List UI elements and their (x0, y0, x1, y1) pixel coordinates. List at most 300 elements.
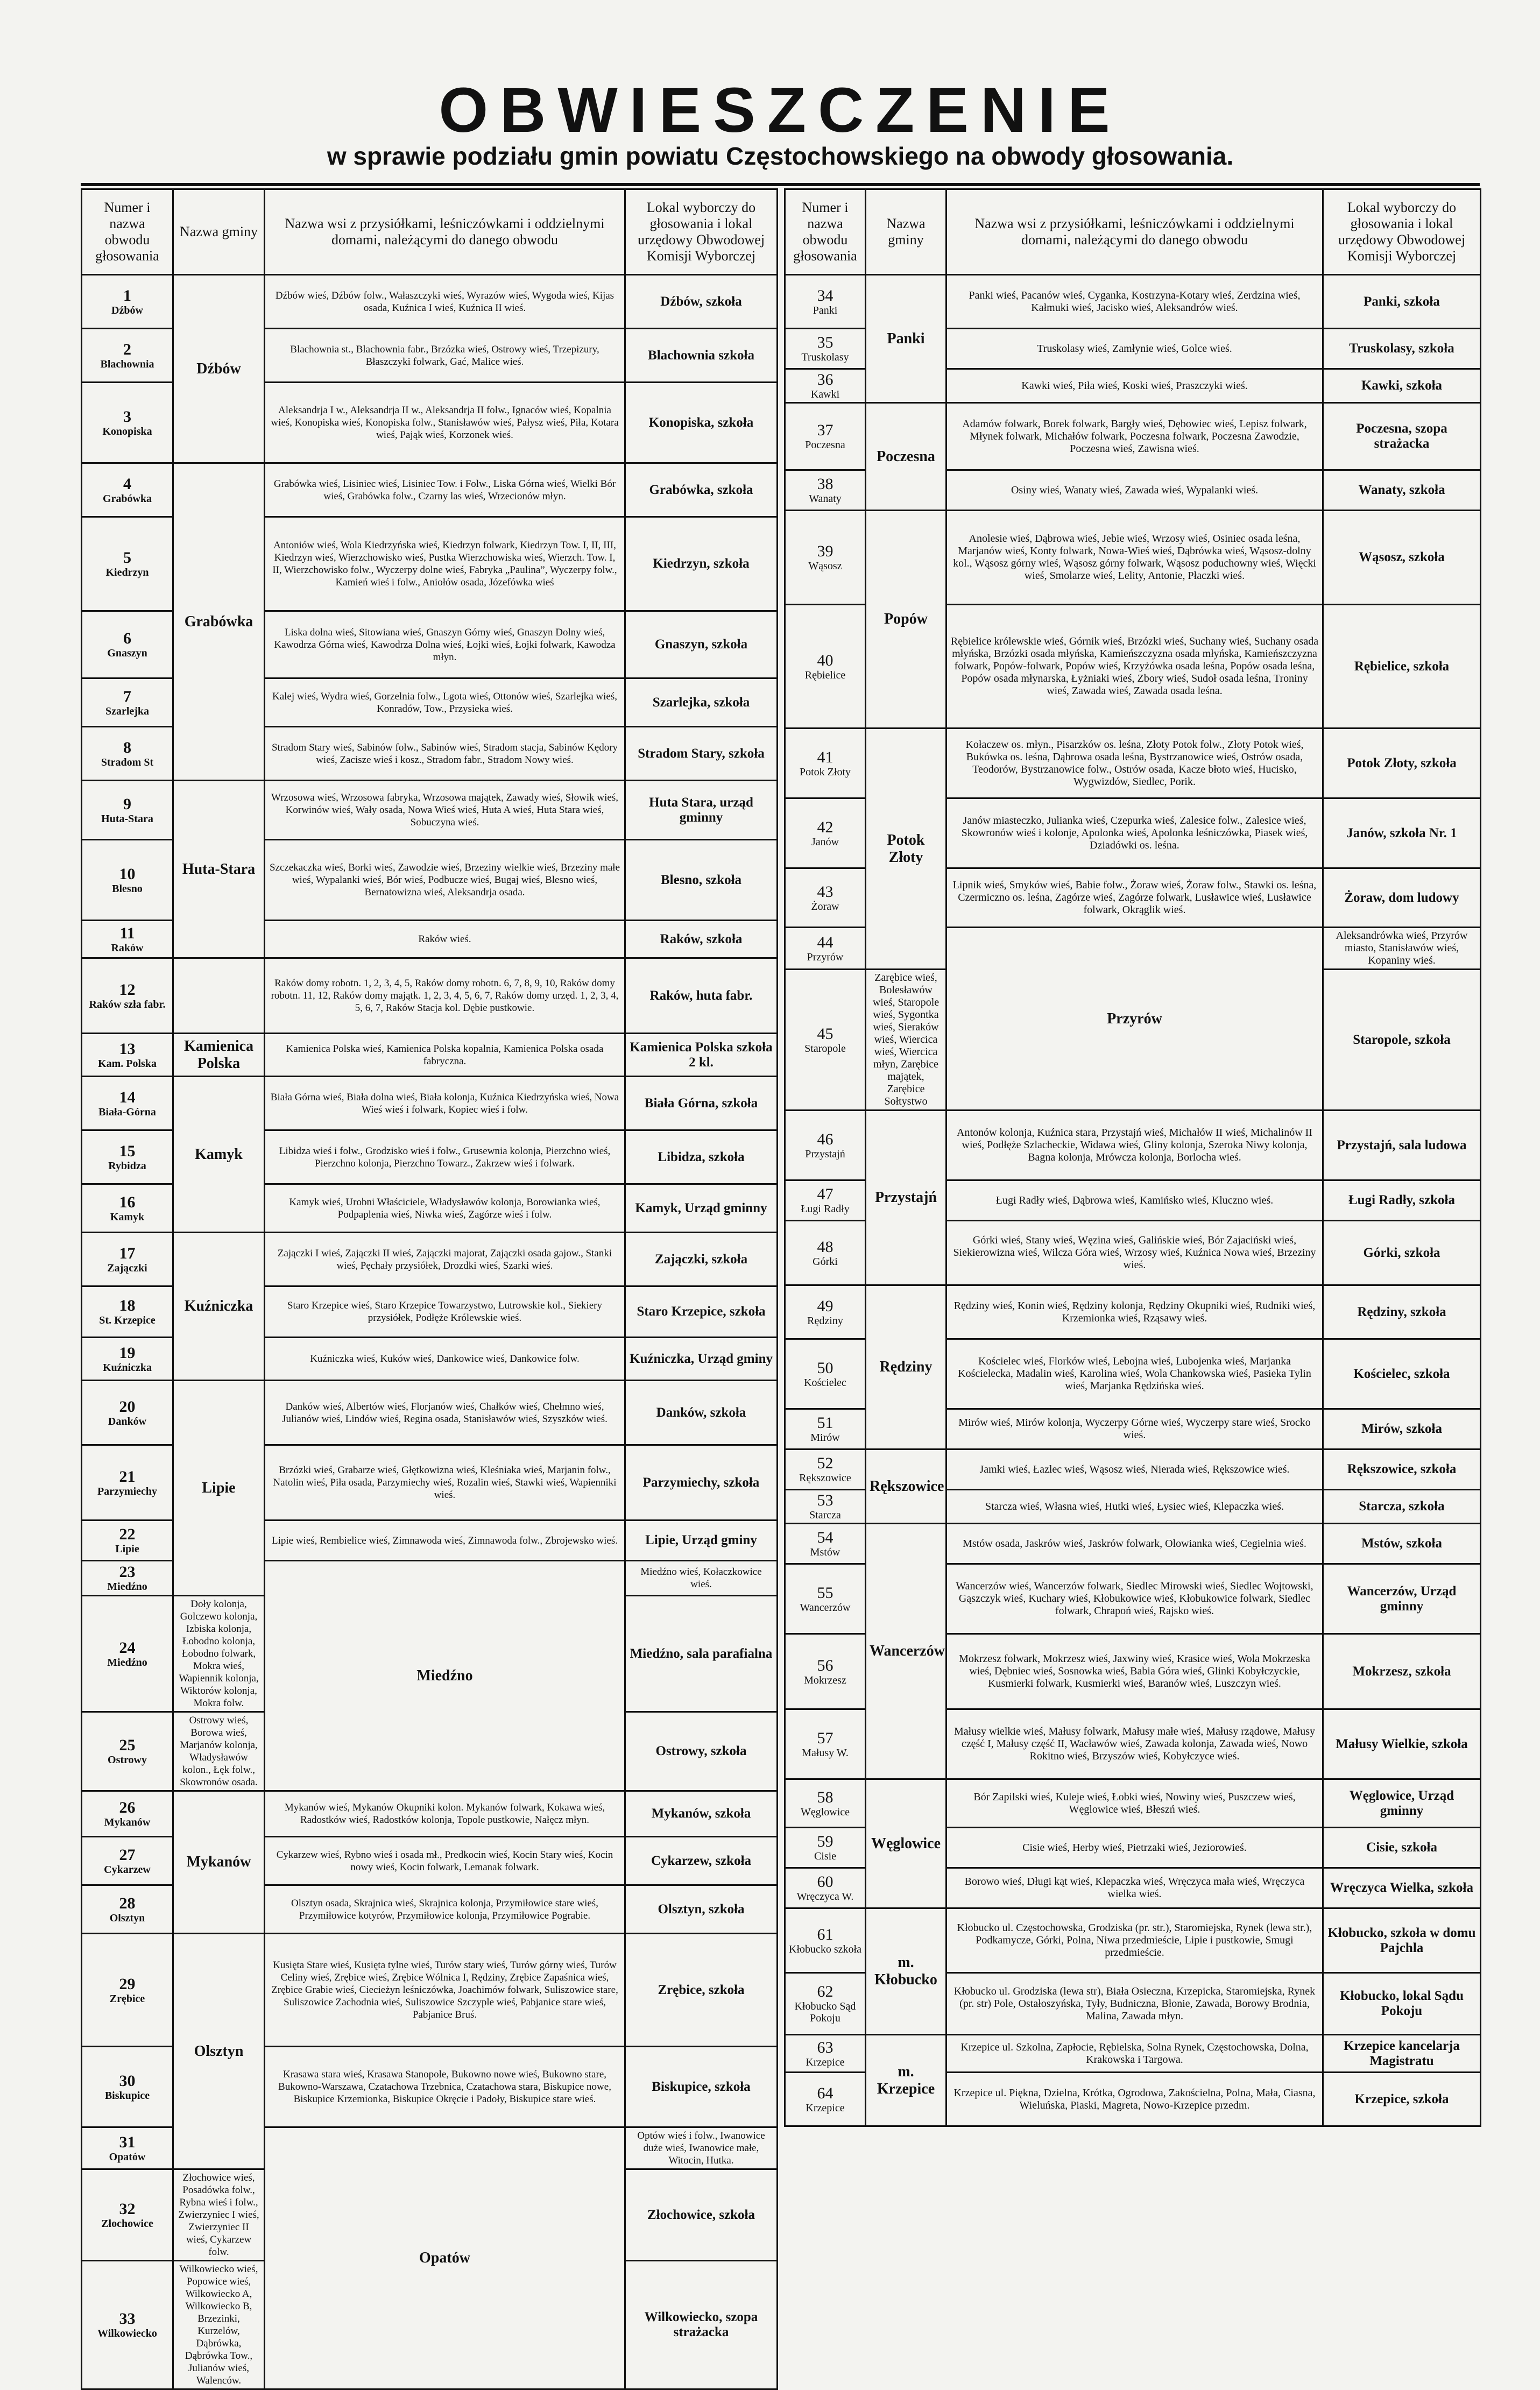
district-cell (82, 727, 173, 781)
table-row (82, 1034, 778, 1077)
district-name: Potok Złoty (799, 766, 851, 778)
district-cell (785, 470, 866, 511)
gmina-cell: Panki (866, 275, 946, 403)
polling-place-cell: Cykarzew, szkoła (625, 1837, 778, 1885)
district-name: Stradom St (101, 756, 154, 768)
villages-cell: Cykarzew wieś, Rybno wieś i osada mł., Predkocin wieś, Kocin Stary wieś, Kocin nowy wieś, Kocin folwark, Lemanak folwark. (265, 1837, 625, 1885)
polling-place-cell: Huta Stara, urząd gminny (625, 781, 778, 840)
district-cell (785, 970, 866, 1111)
villages-cell: Złochowice wieś, Posadówka folw., Rybna wieś i folw., Zwierzyniec I wieś, Zwierzyniec II wieś, Cykarzew folw. (173, 2169, 265, 2261)
district-cell (82, 1338, 173, 1381)
left-column (81, 188, 776, 2386)
district-name: Gnaszyn (107, 647, 147, 659)
gmina-cell: Wancerzów (866, 1524, 946, 1779)
gmina-cell: m. Kłobucko (866, 1908, 946, 2035)
header-villages: Nazwa wsi z przysiółkami, leśniczówkami i oddzielnymi domami, należącymi do danego obwodu (265, 189, 625, 275)
gmina-cell: Opatów (265, 2127, 625, 2389)
district-number: 40 (817, 651, 833, 669)
polling-place-cell: Wanaty, szkoła (1323, 470, 1481, 511)
gmina-cell: Rędziny (866, 1285, 946, 1449)
villages-cell: Blachownia st., Blachownia fabr., Brzózka wieś, Ostrowy wieś, Trzepizury, Błaszczyki folwark, Gać, Malice wieś. (265, 329, 625, 383)
table-row (785, 1779, 1481, 1828)
district-number: 7 (123, 687, 131, 705)
district-number: 10 (119, 865, 136, 883)
district-number: 47 (817, 1185, 833, 1203)
gmina-cell: Dźbów (173, 275, 265, 463)
table-row (785, 275, 1481, 329)
villages-cell: Raków wieś. (265, 921, 625, 958)
polling-place-cell: Ostrowy, szkoła (625, 1712, 778, 1791)
villages-cell: Kościelec wieś, Florków wieś, Lebojna wieś, Lubojenka wieś, Marjanka Kościelecka, Madalin wieś, Karolina wieś, Wola Chankowska wieś, Pasieka Tylin wieś, Marjanka Rędzińska wieś. (946, 1339, 1323, 1409)
district-name: Wanaty (809, 493, 842, 505)
district-number: 32 (119, 2200, 136, 2218)
villages-cell: Ostrowy wieś, Borowa wieś, Marjanów kolonja, Władysławów kolon., Łęk folw., Skowronów osada. (173, 1712, 265, 1791)
district-number: 43 (817, 882, 833, 901)
district-number: 20 (119, 1397, 136, 1416)
villages-cell: Biała Górna wieś, Biała dolna wieś, Biała kolonja, Kuźnica Kiedrzyńska wieś, Nowa Wieś wieś i folwark, Kopiec wieś i folw. (265, 1077, 625, 1130)
district-number: 45 (817, 1024, 833, 1043)
district-name: Ostrowy (108, 1754, 147, 1766)
district-cell (82, 1381, 173, 1445)
right-header-row (785, 189, 1481, 275)
district-number: 6 (123, 630, 131, 647)
polling-place-cell: Biała Górna, szkoła (625, 1077, 778, 1130)
district-number: 58 (817, 1788, 833, 1806)
table-row (785, 1908, 1481, 1973)
district-name: Cykarzew (104, 1863, 151, 1876)
district-cell (82, 921, 173, 958)
district-cell (82, 463, 173, 517)
district-cell (82, 611, 173, 678)
gmina-cell: Przyrów (946, 928, 1323, 1111)
district-number: 33 (119, 2310, 136, 2328)
district-cell (785, 1868, 866, 1908)
district-number: 64 (817, 2084, 833, 2102)
villages-cell: Kalej wieś, Wydra wieś, Gorzelnia folw., Lgota wieś, Ottonów wieś, Szarlejka wieś, Konradów, Tow., Przysieka wieś. (265, 678, 625, 727)
district-name: Szarlejka (105, 705, 150, 717)
district-name: Wilkowiecko (97, 2328, 157, 2339)
district-cell (82, 1184, 173, 1233)
polling-place-cell: Raków, huta fabr. (625, 958, 778, 1034)
table-row (785, 2035, 1481, 2073)
table-row (785, 729, 1481, 798)
district-name: Biała-Górna (98, 1106, 156, 1118)
district-name: Węglowice (800, 1806, 850, 1818)
district-cell (82, 2047, 173, 2127)
district-name: Kościelec (804, 1376, 846, 1389)
district-number: 31 (119, 2133, 136, 2151)
villages-cell: Aleksandrówka wieś, Przyrów miasto, Stanisławów wieś, Kopaniny wieś. (1323, 928, 1481, 970)
district-number: 24 (119, 1638, 136, 1657)
villages-cell: Stradom Stary wieś, Sabinów folw., Sabinów wieś, Stradom stacja, Sabinów Kędory wieś, Zacisze wieś i kosz., Stradom fabr., Stradom Nowy wieś. (265, 727, 625, 781)
villages-cell: Krzepice ul. Szkolna, Zapłocie, Rębielska, Solna Rynek, Częstochowska, Dolna, Krakowska i Targowa. (946, 2035, 1323, 2073)
district-cell (82, 1286, 173, 1338)
polling-place-cell: Miedźno, sala parafialna (625, 1596, 778, 1712)
district-name: Krzepice (806, 2056, 845, 2068)
district-cell (82, 1712, 173, 1791)
villages-cell: Kusięta Stare wieś, Kusięta tylne wieś, Turów stary wieś, Turów górny wieś, Turów Celiny wieś, Zrębice wieś, Zrębice Wólnica I, Rędziny, Zrębice Zapaśnica wieś, Zrębice Grabie wieś, Ciecieżyn leśniczówka, Joachimów folwark, Suliszowice stare, Suliszowice Zachodnia wieś, Suliszowice Szczyple wieś, Pabjanice stare wieś, Pabjanice Bruś. (265, 1934, 625, 2047)
header-gmina: Nazwa gminy (173, 189, 265, 275)
villages-cell: Kawki wieś, Piła wieś, Koski wieś, Praszczyki wieś. (946, 369, 1323, 403)
villages-cell: Kołaczew os. młyn., Pisarzków os. leśna, Złoty Potok folw., Złoty Potok wieś, Bukówka os. leśna, Dąbrowa osada leśna, Bystrzanowice wieś, Ostrów osada, Teodorów, Bystrzanowice folw., Ostrów osada, Kacze błoto wieś, Hucisko, Wygwizdów, Siedlec, Porik. (946, 729, 1323, 798)
district-name: Lipie (115, 1543, 139, 1555)
polling-place-cell: Wąsosz, szkoła (1323, 511, 1481, 605)
district-cell (82, 1561, 173, 1596)
villages-cell: Mykanów wieś, Mykanów Okupniki kolon. Mykanów folwark, Kokawa wieś, Radostków wieś, Radostków kolonja, Topole pustkowie, Nałęcz młyn. (265, 1791, 625, 1837)
district-number: 54 (817, 1529, 833, 1546)
villages-cell: Grabówka wieś, Lisiniec wieś, Lisiniec Tow. i Folw., Liska Górna wieś, Wielki Bór wieś, Grabówka folw., Czarny las wieś, Wrzecionów młyn. (265, 463, 625, 517)
polling-place-cell: Kłobucko, szkoła w domu Pajchla (1323, 1908, 1481, 1973)
district-name: Zrębice (109, 1992, 145, 2005)
district-number: 36 (817, 371, 833, 388)
gmina-cell: Potok Złoty (866, 729, 946, 970)
polling-place-cell: Potok Złoty, szkoła (1323, 729, 1481, 798)
district-name: Przyrów (807, 951, 844, 963)
district-name: Danków (108, 1415, 147, 1427)
polling-place-cell: Przystajń, sala ludowa (1323, 1111, 1481, 1180)
table-row (785, 1449, 1481, 1490)
page-subtitle: w sprawie podziału gmin powiatu Częstochowskiego na obwody głosowania. (327, 142, 1234, 170)
district-number: 51 (817, 1414, 833, 1432)
villages-cell: Janów miasteczko, Julianka wieś, Czepurka wieś, Zalesice folw., Zalesice wieś, Skowronów wieś i kolonje, Apolonka wieś, Apolonka leśniczówka, Piasek wieś, Dziadówki os. leśna. (946, 798, 1323, 868)
district-number: 39 (817, 542, 833, 560)
polling-place-cell: Kamyk, Urząd gminny (625, 1184, 778, 1233)
tables-container (81, 188, 1480, 2386)
polling-place-cell: Kłobucko, lokal Sądu Pokoju (1323, 1973, 1481, 2035)
district-name: Kiedrzyn (105, 567, 149, 578)
polling-place-cell: Zrębice, szkoła (625, 1934, 778, 2047)
district-number: 63 (817, 2038, 833, 2056)
villages-cell: Raków domy robotn. 1, 2, 3, 4, 5, Raków domy robotn. 6, 7, 8, 9, 10, Raków domy robotn. 11, 12, Raków domy majątk. 1, 2, 3, 4, 5, 6, 7, Raków domy urzęd. 1, 2, 3, 4, 5, 6, 7, Raków Stacja kol. Dębie pustkowie. (265, 958, 625, 1034)
polling-place-cell: Grabówka, szkoła (625, 463, 778, 517)
district-name: Kam. Polska (98, 1057, 157, 1070)
district-name: Zajączki (107, 1262, 147, 1274)
district-name: St. Krzepice (99, 1314, 156, 1326)
header-lokal: Lokal wyborczy do głosowania i lokal urzędowy Obwodowej Komisji Wyborczej (1323, 189, 1481, 275)
villages-cell: Zarębice wieś, Bolesławów wieś, Staropole wieś, Sygontka wieś, Sieraków wieś, Wiercica wieś, Wiercica młyn, Zarębice majątek, Zarębice Sołtystwo (866, 970, 946, 1111)
polling-place-cell: Krzepice, szkoła (1323, 2073, 1481, 2126)
district-name: Grabówka (102, 492, 152, 505)
left-header-row (82, 189, 778, 275)
district-cell (82, 1130, 173, 1184)
district-number: 52 (817, 1454, 833, 1472)
polling-place-cell: Wilkowiecko, szopa strażacka (625, 2261, 778, 2389)
villages-cell: Adamów folwark, Borek folwark, Bargły wieś, Dębowiec wieś, Lepisz folwark, Młynek folwark, Michałów folwark, Poczesna folwark, Poczesna Zawodzie, Poczesna wieś, Zawisna wieś. (946, 403, 1323, 470)
district-name: Wancerzów (800, 1601, 851, 1614)
district-cell (82, 1837, 173, 1885)
district-name: Dźbów (111, 304, 143, 316)
villages-cell: Aleksandrja I w., Aleksandrja II w., Aleksandrja II folw., Ignaców wieś, Kopalnia wieś, Konopiska wieś, Konopiska folw., Stanisławów wieś, Pałysz wieś, Piła, Kotara wieś, Pająk wieś, Korzonek wieś. (265, 383, 625, 463)
district-number: 2 (123, 340, 131, 358)
district-number: 41 (817, 748, 833, 766)
villages-cell: Kamienica Polska wieś, Kamienica Polska kopalnia, Kamienica Polska osada fabryczna. (265, 1034, 625, 1077)
gmina-cell: Mykanów (173, 1791, 265, 1934)
district-cell (785, 403, 866, 470)
villages-cell: Kłobucko ul. Grodziska (lewa str), Biała Osieczna, Krzepicka, Staromiejska, Rynek (pr. str) Pole, Ostałoszyńska, Tyły, Budniczna, Błonie, Zawada, Borowy Brodnia, Malina, Zawada młyn. (946, 1973, 1323, 2035)
district-cell (82, 958, 173, 1034)
district-cell (785, 1111, 866, 1180)
villages-cell: Brzózki wieś, Grabarze wieś, Głętkowizna wieś, Kleśniaka wieś, Marjanin folw., Natolin wieś, Piła osada, Parzymiechy wieś, Rozalin wieś, Stawki wieś, Wapienniki wieś. (265, 1445, 625, 1521)
district-cell (785, 1709, 866, 1779)
district-cell (82, 517, 173, 611)
district-number: 34 (817, 286, 833, 305)
table-row (82, 1934, 778, 2047)
villages-cell: Krasawa stara wieś, Krasawa Stanopole, Bukowno nowe wieś, Bukowno stare, Bukowno-Warszawa, Czatachowa Trzebnica, Czatachowa stara, Biskupice nowe, Biskupice Krzemionka, Biskupice Okręcie i Padoły, Biskupice stare wieś. (265, 2047, 625, 2127)
polling-place-cell: Mstów, szkoła (1323, 1524, 1481, 1564)
gmina-cell: Kamienica Polska (173, 1034, 265, 1077)
polling-place-cell: Blesno, szkoła (625, 840, 778, 921)
polling-place-cell: Lipie, Urząd gminy (625, 1521, 778, 1561)
gmina-cell: Kamyk (173, 1077, 265, 1233)
district-cell (785, 1180, 866, 1221)
district-name: Huta-Stara (101, 812, 153, 825)
district-number: 1 (123, 286, 131, 305)
polling-place-cell: Kuźniczka, Urząd gminy (625, 1338, 778, 1381)
district-name: Starcza (809, 1509, 841, 1521)
district-name: Górki (813, 1255, 838, 1268)
villages-cell: Kuźniczka wieś, Kuków wieś, Dankowice wieś, Dankowice folw. (265, 1338, 625, 1381)
villages-cell: Borowo wieś, Długi kąt wieś, Klepaczka wieś, Wręczyca mała wieś, Wręczyca wielka wieś. (946, 1868, 1323, 1908)
polling-place-cell: Poczesna, szopa strażacka (1323, 403, 1481, 470)
district-number: 13 (119, 1040, 136, 1058)
district-number: 3 (123, 407, 131, 426)
district-name: Mykanów (104, 1816, 151, 1828)
gmina-cell: Lipie (173, 1381, 265, 1596)
gmina-cell: Huta-Stara (173, 781, 265, 958)
polling-place-cell: Parzymiechy, szkoła (625, 1445, 778, 1521)
polling-place-cell: Wręczyca Wielka, szkoła (1323, 1868, 1481, 1908)
district-name: Truskolasy (801, 351, 849, 363)
header-lokal: Lokal wyborczy do głosowania i lokal urzędowy Obwodowej Komisji Wyborczej (625, 189, 778, 275)
polling-place-cell: Dźbów, szkoła (625, 275, 778, 329)
district-cell (785, 369, 866, 403)
district-number: 22 (119, 1525, 136, 1543)
district-cell (785, 1634, 866, 1709)
table-row (82, 463, 778, 517)
gmina-cell: Poczesna (866, 403, 946, 511)
district-number: 62 (817, 1983, 833, 2000)
district-cell (785, 729, 866, 798)
district-name: Rębielice (804, 669, 846, 681)
villages-cell: Ługi Radły wieś, Dąbrowa wieś, Kamińsko wieś, Kluczno wieś. (946, 1180, 1323, 1221)
district-number: 38 (817, 475, 833, 493)
gmina-cell: Olsztyn (173, 1934, 265, 2169)
district-number: 26 (119, 1799, 136, 1816)
table-row (785, 1524, 1481, 1564)
district-name: Kamyk (110, 1211, 145, 1223)
district-number: 9 (123, 795, 131, 813)
district-number: 29 (119, 1975, 136, 1993)
district-number: 27 (119, 1845, 136, 1864)
district-name: Panki (813, 304, 838, 316)
district-number: 59 (817, 1833, 833, 1850)
district-name: Poczesna (805, 439, 845, 451)
district-name: Raków (111, 942, 144, 954)
header-villages: Nazwa wsi z przysiółkami, leśniczówkami i oddzielnymi domami, należącymi do danego obwodu (946, 189, 1323, 275)
table-row (82, 1791, 778, 1837)
table-row (82, 958, 778, 1034)
polling-place-cell: Małusy Wielkie, szkoła (1323, 1709, 1481, 1779)
table-row (82, 1077, 778, 1130)
polling-place-cell: Złochowice, szkoła (625, 2169, 778, 2261)
district-number: 60 (817, 1873, 833, 1891)
district-number: 16 (119, 1193, 136, 1211)
villages-cell: Lipie wieś, Rembielice wieś, Zimnawoda wieś, Zimnawoda folw., Zbrojewsko wieś. (265, 1521, 625, 1561)
district-cell (785, 798, 866, 868)
polling-place-cell: Cisie, szkoła (1323, 1828, 1481, 1868)
district-name: Wręczyca W. (796, 1891, 854, 1903)
district-cell (785, 1409, 866, 1449)
district-name: Małusy W. (802, 1746, 849, 1759)
district-cell (82, 1077, 173, 1130)
header-number: Numer i nazwa obwodu głosowania (785, 189, 866, 275)
district-cell (785, 868, 866, 928)
district-cell (82, 1596, 173, 1712)
district-number: 8 (123, 738, 131, 756)
page-title: OBWIESZCZENIE (439, 75, 1122, 146)
district-cell (785, 605, 866, 729)
district-name: Przystajń (805, 1148, 845, 1160)
district-number: 14 (119, 1088, 136, 1106)
district-name: Staropole (804, 1042, 846, 1055)
polling-place-cell: Kawki, szkoła (1323, 369, 1481, 403)
polling-place-cell: Staro Krzepice, szkoła (625, 1286, 778, 1338)
villages-cell: Starcza wieś, Własna wieś, Hutki wieś, Łysiec wieś, Klepaczka wieś. (946, 1490, 1323, 1524)
district-name: Parzymiechy (97, 1485, 158, 1497)
villages-cell: Mirów wieś, Mirów kolonja, Wyczerpy Górne wieś, Wyczerpy stare wieś, Srocko wieś. (946, 1409, 1323, 1449)
villages-cell: Kamyk wieś, Urobni Właściciele, Władysławów kolonja, Borowianka wieś, Podpaplenia wieś, Niwka wieś, Zagórze wieś i folw. (265, 1184, 625, 1233)
polling-place-cell: Gnaszyn, szkoła (625, 611, 778, 678)
district-cell (785, 1524, 866, 1564)
left-table-body (82, 275, 778, 2389)
district-number: 50 (817, 1359, 833, 1377)
district-cell (82, 678, 173, 727)
district-cell (785, 1828, 866, 1868)
district-name: Biskupice (104, 2089, 150, 2102)
district-name: Żoraw (811, 900, 839, 913)
table-row (82, 275, 778, 329)
district-number: 44 (817, 933, 833, 951)
polling-place-cell: Staropole, szkoła (1323, 970, 1481, 1111)
district-number: 57 (817, 1729, 833, 1747)
villages-cell: Kłobucko ul. Częstochowska, Grodziska (pr. str.), Staromiejska, Rynek (lewa str.), Podkamycze, Górki, Polna, Niwa przedmieście, Lipie i pustkowie, Smugi przedmieście. (946, 1908, 1323, 1973)
villages-cell: Górki wieś, Stany wieś, Węzina wieś, Galińskie wieś, Bór Zajaciński wieś, Siekierowizna wieś, Wilcza Góra wieś, Wrzosy wieś, Kuźnica Nowa wieś, Brzeziny wieś. (946, 1221, 1323, 1285)
district-name: Kawki (810, 388, 840, 400)
table-row (785, 511, 1481, 605)
district-name: Blesno (112, 882, 143, 895)
polling-place-cell: Kościelec, szkoła (1323, 1339, 1481, 1409)
district-name: Janów (811, 836, 839, 848)
district-cell (785, 275, 866, 329)
gmina-cell: m. Krzepice (866, 2035, 946, 2126)
polling-place-cell: Kamienica Polska szkoła 2 kl. (625, 1034, 778, 1077)
district-number: 30 (119, 2071, 136, 2090)
polling-place-cell: Zajączki, szkoła (625, 1233, 778, 1286)
district-number: 49 (817, 1297, 833, 1315)
gmina-cell: Miedźno (265, 1561, 625, 1791)
villages-cell: Mstów osada, Jaskrów wieś, Jaskrów folwark, Olowianka wieś, Cegielnia wieś. (946, 1524, 1323, 1564)
district-number: 21 (119, 1467, 136, 1486)
header-rule (81, 183, 1480, 186)
right-table-body (785, 275, 1481, 2126)
district-name: Raków szła fabr. (89, 998, 166, 1010)
district-number: 56 (817, 1656, 833, 1674)
district-number: 37 (817, 421, 833, 439)
header-number: Numer i nazwa obwodu głosowania (82, 189, 173, 275)
villages-cell: Anolesie wieś, Dąbrowa wieś, Jebie wieś, Wrzosy wieś, Osiniec osada leśna, Marjanów wieś, Konty folwark, Nowa-Wieś wieś, Dąbrówka wieś, Wąsosz-dolny kol., Wąsosz górny wieś, Wąsosz górny folwark, Wąsosz poduchowny wieś, Więcki wieś, Smolarze wieś, Lelity, Antonie, Płaczki wieś. (946, 511, 1323, 605)
district-cell (785, 2073, 866, 2126)
district-cell (82, 2127, 173, 2169)
polling-place-cell: Rększowice, szkoła (1323, 1449, 1481, 1490)
villages-cell: Panki wieś, Pacanów wieś, Cyganka, Kostrzyna-Kotary wieś, Zerdzina wieś, Kałmuki wieś, Jacisko wieś, Aleksandrów wieś. (946, 275, 1323, 329)
polling-place-cell: Mirów, szkoła (1323, 1409, 1481, 1449)
district-name: Złochowice (101, 2217, 153, 2230)
polling-place-cell: Konopiska, szkoła (625, 383, 778, 463)
gmina-cell: Popów (866, 511, 946, 729)
table-row (82, 781, 778, 840)
district-cell (82, 1233, 173, 1286)
district-name: Kuźniczka (102, 1361, 152, 1374)
district-cell (82, 383, 173, 463)
polling-place-cell: Krzepice kancelarja Magistratu (1323, 2035, 1481, 2073)
left-table (81, 188, 778, 2390)
polling-place-cell: Truskolasy, szkoła (1323, 329, 1481, 369)
table-row (785, 403, 1481, 470)
right-table (784, 188, 1481, 2127)
district-name: Miedźno (107, 1656, 147, 1668)
gmina-cell (173, 958, 265, 1034)
district-cell (82, 840, 173, 921)
polling-place-cell: Ługi Radły, szkoła (1323, 1180, 1481, 1221)
district-number: 61 (817, 1925, 833, 1943)
polling-place-cell: Biskupice, szkoła (625, 2047, 778, 2127)
villages-cell: Wrzosowa wieś, Wrzosowa fabryka, Wrzosowa majątek, Zawady wieś, Słowik wieś, Korwinów wieś, Wały osada, Nowa Wieś wieś, Huta A wieś, Huta Stara wieś, Sobuczyna wieś. (265, 781, 625, 840)
district-cell (785, 1564, 866, 1634)
gmina-cell: Węglowice (866, 1779, 946, 1908)
district-number: 25 (119, 1736, 136, 1754)
district-name: Rędziny (807, 1314, 843, 1327)
polling-place-cell: Danków, szkoła (625, 1381, 778, 1445)
district-cell (82, 1445, 173, 1521)
polling-place-cell: Węglowice, Urząd gminny (1323, 1779, 1481, 1828)
district-number: 46 (817, 1130, 833, 1148)
villages-cell: Optów wieś i folw., Iwanowice duże wieś, Iwanowice małe, Witocin, Hutka. (625, 2127, 778, 2169)
notice-sheet (81, 0, 1480, 2386)
district-cell (785, 1908, 866, 1973)
villages-cell: Miedźno wieś, Kołaczkowice wieś. (625, 1561, 778, 1596)
district-cell (785, 1973, 866, 2035)
district-cell (785, 329, 866, 369)
villages-cell: Olsztyn osada, Skrajnica wieś, Skrajnica kolonja, Przymiłowice stare wieś, Przymiłowice kotyrów, Przymiłowice kolonja, Przymiłowice Pograbie. (265, 1885, 625, 1934)
polling-place-cell: Mokrzesz, szkoła (1323, 1634, 1481, 1709)
polling-place-cell: Olsztyn, szkoła (625, 1885, 778, 1934)
villages-cell: Cisie wieś, Herby wieś, Pietrzaki wieś, Jeziorowieś. (946, 1828, 1323, 1868)
villages-cell: Lipnik wieś, Smyków wieś, Babie folw., Żoraw wieś, Żoraw folw., Stawki os. leśna, Czermiczno os. leśna, Zagórze wieś, Zagórze folwark, Lusławice wieś, Lusławice folwark, Okrąglik wieś. (946, 868, 1323, 928)
polling-place-cell: Wancerzów, Urząd gminny (1323, 1564, 1481, 1634)
gmina-cell: Kuźniczka (173, 1233, 265, 1381)
district-number: 17 (119, 1244, 136, 1262)
villages-cell: Zajączki I wieś, Zajączki II wieś, Zajączki majorat, Zajączki osada gajow., Stanki wieś, Pęchały przysiółek, Drozdki wieś, Szarki wieś. (265, 1233, 625, 1286)
polling-place-cell: Górki, szkoła (1323, 1221, 1481, 1285)
district-number: 53 (817, 1491, 833, 1509)
table-row (785, 1285, 1481, 1339)
villages-cell: Dźbów wieś, Dźbów folw., Wałaszczyki wieś, Wyrazów wieś, Wygoda wieś, Kijas osada, Kuźnica I wieś, Kuźnica II wieś. (265, 275, 625, 329)
table-row (82, 1233, 778, 1286)
district-name: Rększowice (799, 1472, 851, 1484)
district-cell (785, 1221, 866, 1285)
district-cell (785, 1339, 866, 1409)
district-name: Rybidza (108, 1159, 146, 1172)
